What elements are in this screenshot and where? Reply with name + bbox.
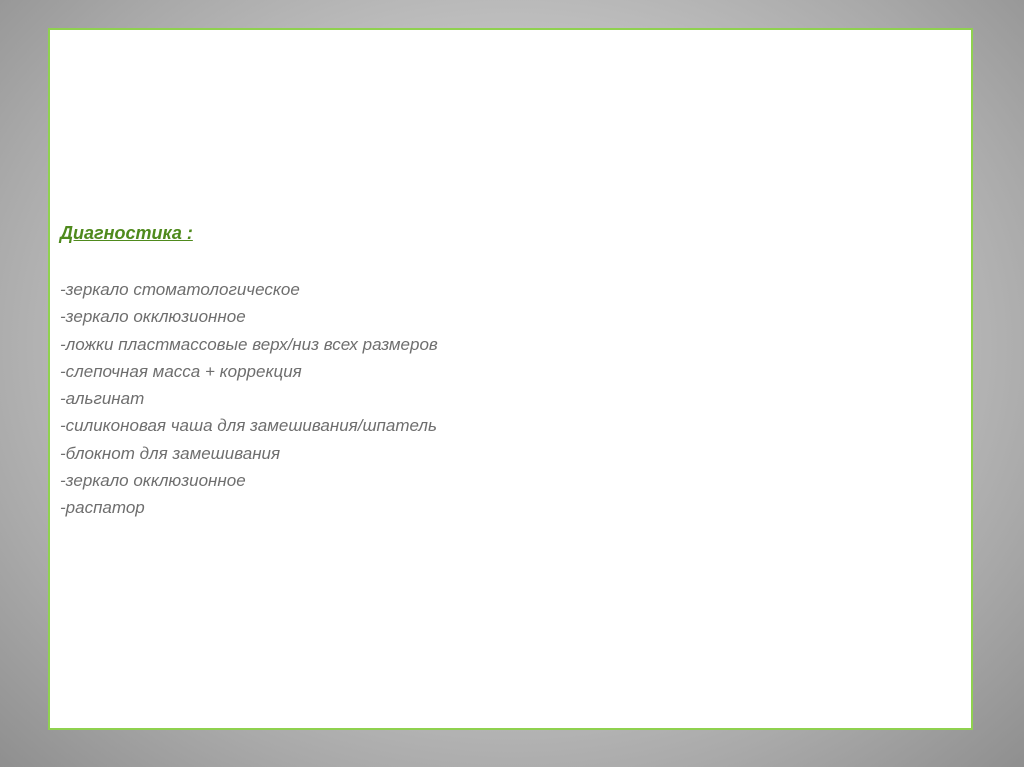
slide xyxy=(48,28,973,730)
list-item: -силиконовая чаша для замешивания/шпатель xyxy=(60,416,437,436)
list-item: -ложки пластмассовые верх/низ всех размеров xyxy=(60,334,438,354)
list-item: -зеркало окклюзионное xyxy=(60,471,246,491)
slide-content xyxy=(60,220,940,522)
list-item: -зеркало стоматологическое xyxy=(60,280,300,299)
list-item: -распатор xyxy=(60,498,145,518)
equipment-list xyxy=(60,276,940,522)
list-item: -блокнот для замешивания xyxy=(60,443,281,463)
list-item: -альгинат xyxy=(60,389,145,409)
list-item: -зеркало окклюзионное xyxy=(60,307,246,327)
list-item: -слепочная масса + коррекция xyxy=(60,361,302,381)
slide-heading: Диагностика : xyxy=(60,223,193,243)
